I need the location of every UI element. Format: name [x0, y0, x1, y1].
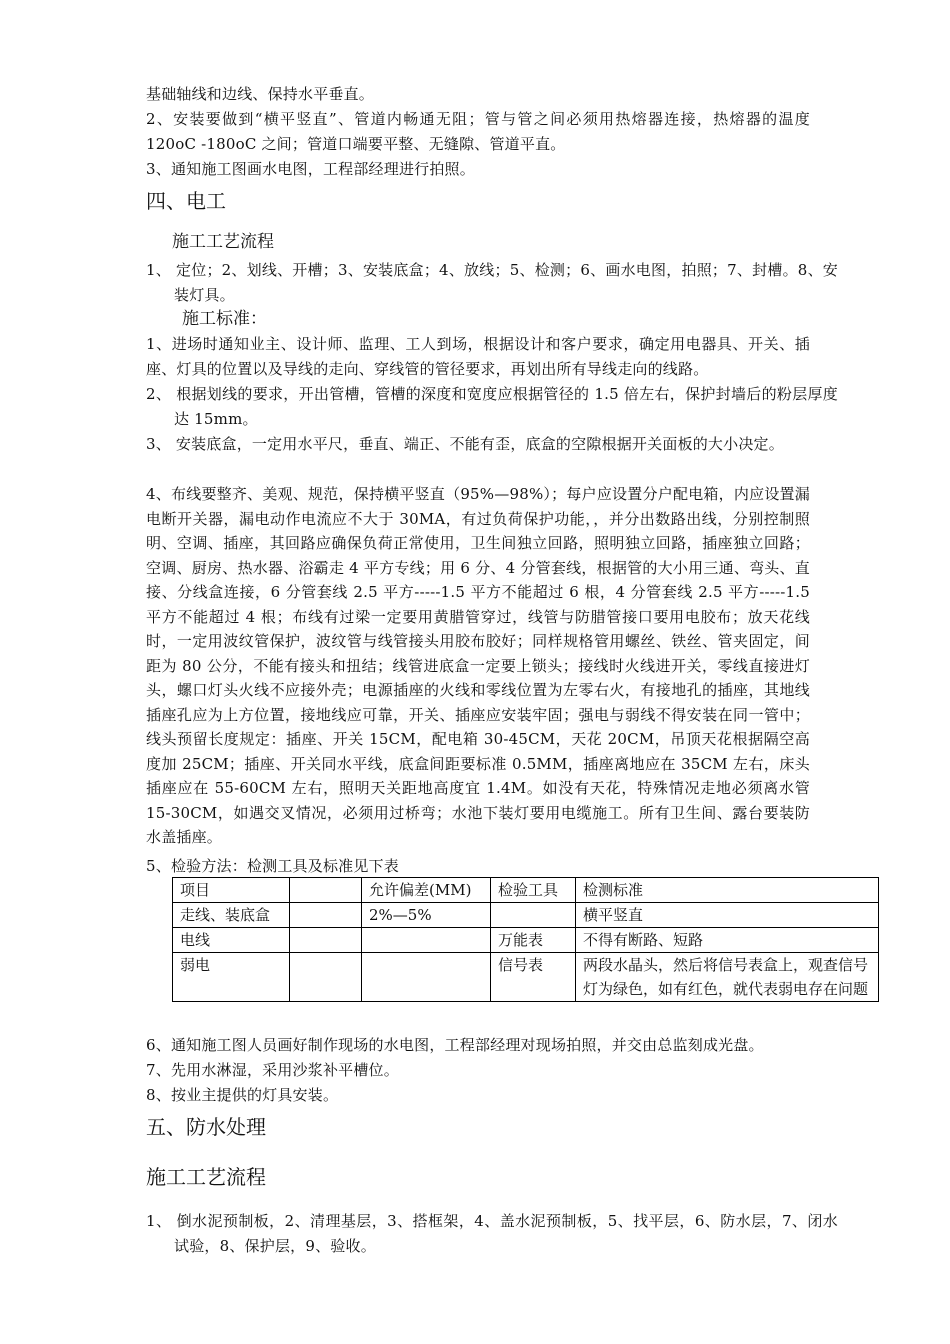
paragraph-item-6: 6、通知施工图人员画好制作现场的水电图，工程部经理对现场拍照，并交由总监刻成光盘。 [146, 1036, 764, 1054]
table-row [173, 953, 879, 1002]
table-cell: 横平竖直 [576, 903, 879, 928]
table-cell: 2%—5% [362, 903, 491, 928]
item-5-text: 检验方法：检测工具及标准见下表 [170, 857, 399, 875]
table-cell: 万能表 [491, 928, 576, 953]
header-cell-tolerance: 允许偏差(MM) [362, 878, 491, 903]
table-row [173, 903, 879, 928]
table-cell [362, 928, 491, 953]
paragraph-item-8: 8、按业主提供的灯具安装。 [146, 1086, 339, 1104]
table-header-row [173, 878, 879, 903]
subheading-waterproof-process: 施工工艺流程 [146, 1165, 266, 1189]
header-cell-item: 项目 [173, 878, 290, 903]
table-cell [362, 953, 491, 1002]
standard-item-4: 4、布线要整齐、美观、规范，保持横平竖直（95%—98%）；每户应设置分户配电箱，内应设置漏电断开关器，漏电动作电流应不大于 30MA，有过负荷保护功能，，并分出数路出线，分别控制照明、空调、插座，其回路应确保负荷正常使用，卫生间独立回路，照明独立回路，插座独立回路；空调、厨房、热水器、浴霸走 4 平方专线；用 6 分、4 分管套线，根据管的大小用三通、弯头、直接、分线盒连接，6 分管套线 2.5 平方-----1.5 平方不能超过 6 根，4 分管套线 2.5 平方-----1.5 平方不能超过 4 根；布线有过梁一定要用黄腊管穿过，线管与防腊管接口要用电胶布；放天花线时，一定用波纹管保护，波纹管与线管接头用胶布胶好；同样规格管用螺丝、铁丝、管夹固定，间距为 80 公分，不能有接头和扭结；线管进底盒一定要上锁头；接线时火线进开关，零线直接进灯头，螺口灯头火线不应接外壳；电源插座的火线和零线位置为左零右火，有接地孔的插座，其地线插座孔应为上方位置，接地线应可靠，开关、插座应安装牢固；强电与弱线不得安装在同一管中；线头预留长度规定：插座、开关 15CM，配电箱 30-45CM，天花 20CM，吊顶天花根据隔空高度加 25CM；插座、开关同水平线，底盒间距要标准 0.5MM，插座离地应在 35CM 左右，床头插座应在 55-60CM 左右，照明天关距地高度宜 1.4M。如没有天花，特殊情况走地必须离水管 15-30CM，如遇交叉情况，必须用过桥弯；水池下装灯要用电缆施工。所有卫生间、露台要装防水盖插座。 [146, 485, 810, 846]
table-cell: 电线 [173, 928, 290, 953]
paragraph-process-steps: 1、 定位；2、划线、开槽；3、安装底盒；4、放线；5、检测；6、画水电图，拍照；7、封槽。8、安装灯具。 [146, 261, 838, 304]
inspection-table [172, 877, 879, 1002]
paragraph-axis-lines: 基础轴线和边线、保持水平垂直。 [146, 85, 375, 103]
table-cell: 走线、装底盒 [173, 903, 290, 928]
section-heading-electrician: 四、电工 [146, 189, 226, 213]
section-heading-waterproofing: 五、防水处理 [146, 1115, 266, 1139]
subheading-process-flow: 施工工艺流程 [172, 232, 274, 252]
standard-item-3: 3、 安装底盒，一定用水平尺，垂直、端正、不能有歪，底盒的空隙根据开关面板的大小决定。 [146, 435, 784, 453]
paragraph-notify-drawing: 3、通知施工图画水电图，工程部经理进行拍照。 [146, 160, 475, 178]
table-cell: 弱电 [173, 953, 290, 1002]
header-cell-blank [290, 878, 362, 903]
table-row [173, 928, 879, 953]
paragraph-install-pipes: 2、安装要做到“横平竖直”、管道内畅通无阻；管与管之间必须用热熔器连接，热熔器的温度 120oC -180oC 之间；管道口端要平整、无缝隙、管道平直。 [146, 110, 810, 153]
header-cell-standard: 检测标准 [576, 878, 879, 903]
table-cell: 不得有断路、短路 [576, 928, 879, 953]
table-cell [491, 903, 576, 928]
table-cell [290, 928, 362, 953]
standard-item-5 [146, 854, 810, 879]
standard-item-2: 2、 根据划线的要求，开出管槽，管槽的深度和宽度应根据管径的 1.5 倍左右，保护封墙后的粉层厚度达 15mm。 [146, 385, 838, 428]
table-cell [290, 953, 362, 1002]
table-cell: 两段水晶头，然后将信号表盒上，观查信号灯为绿色，如有红色，就代表弱电存在问题 [576, 953, 879, 1002]
standard-item-1: 1、进场时通知业主、设计师、监理、工人到场，根据设计和客户要求，确定用电器具、开关、插座、灯具的位置以及导线的走向、穿线管的管径要求，再划出所有导线走向的线路。 [146, 335, 810, 378]
table-cell [290, 903, 362, 928]
subheading-standard: 施工标准： [182, 309, 267, 329]
item-5-label: 5、 [146, 857, 171, 875]
paragraph-waterproof-steps: 1、 倒水泥预制板，2、清理基层，3、搭框架，4、盖水泥预制板，5、找平层，6、防水层，7、闭水试验，8、保护层，9、验收。 [146, 1212, 838, 1255]
table-cell: 信号表 [491, 953, 576, 1002]
header-cell-tool: 检验工具 [491, 878, 576, 903]
paragraph-item-7: 7、先用水淋湿，采用沙浆补平槽位。 [146, 1061, 399, 1079]
